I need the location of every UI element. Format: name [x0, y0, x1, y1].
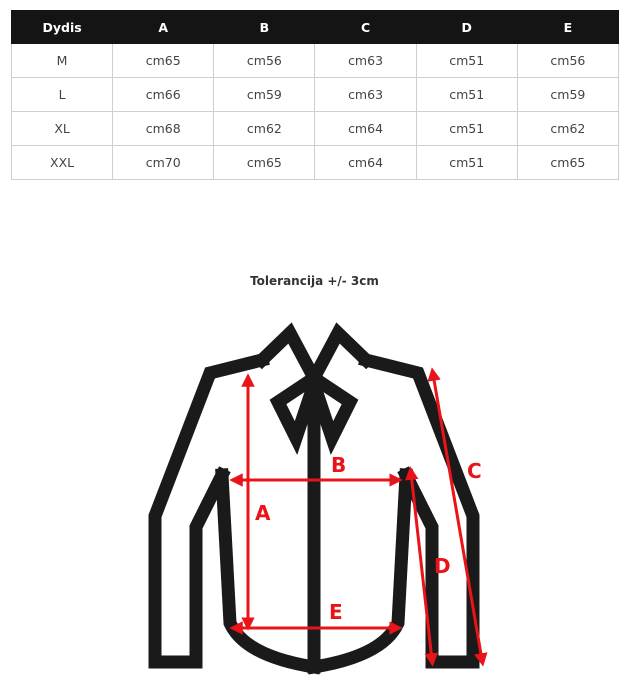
label-c: C	[467, 459, 482, 483]
measurement-arrows	[236, 374, 482, 660]
table-cell: cm66	[113, 78, 214, 112]
table-cell: cm56	[517, 44, 618, 78]
right-body-side	[314, 475, 406, 667]
left-sleeve-outer	[155, 360, 262, 662]
table-cell: cm56	[214, 44, 315, 78]
label-a: A	[255, 501, 271, 525]
collar-left	[262, 333, 314, 438]
header-b: B	[214, 11, 315, 44]
table-cell: cm65	[517, 146, 618, 180]
jacket-diagram	[0, 300, 629, 694]
table-cell: cm70	[113, 146, 214, 180]
table-header-row	[12, 11, 619, 44]
table-cell: XL	[12, 112, 113, 146]
table-cell: cm59	[517, 78, 618, 112]
table-row	[12, 78, 619, 112]
table-cell: cm59	[214, 78, 315, 112]
header-d: D	[416, 11, 517, 44]
table-cell: cm51	[416, 146, 517, 180]
table-cell: cm64	[315, 146, 416, 180]
table-cell: cm51	[416, 78, 517, 112]
table-cell: cm63	[315, 78, 416, 112]
label-b: B	[331, 453, 347, 477]
header-a: A	[113, 11, 214, 44]
label-d: D	[434, 554, 451, 578]
table-cell: cm51	[416, 112, 517, 146]
header-e: E	[517, 11, 618, 44]
tolerance-note: Tolerancija +/- 3cm	[250, 274, 379, 288]
table-cell: cm62	[214, 112, 315, 146]
size-table	[11, 10, 619, 180]
table-row	[12, 44, 619, 78]
table-cell: XXL	[12, 146, 113, 180]
table-cell: cm51	[416, 44, 517, 78]
header-size: Dydis	[12, 11, 113, 44]
label-e: E	[329, 600, 343, 624]
table-cell: M	[12, 44, 113, 78]
table-cell: cm62	[517, 112, 618, 146]
table-cell: cm68	[113, 112, 214, 146]
table-row	[12, 112, 619, 146]
table-cell: cm65	[113, 44, 214, 78]
header-c: C	[315, 11, 416, 44]
table-cell: L	[12, 78, 113, 112]
table-cell: cm65	[214, 146, 315, 180]
table-row	[12, 146, 619, 180]
table-cell: cm63	[315, 44, 416, 78]
table-cell: cm64	[315, 112, 416, 146]
collar-right	[314, 333, 366, 438]
jacket-outline	[155, 333, 473, 667]
